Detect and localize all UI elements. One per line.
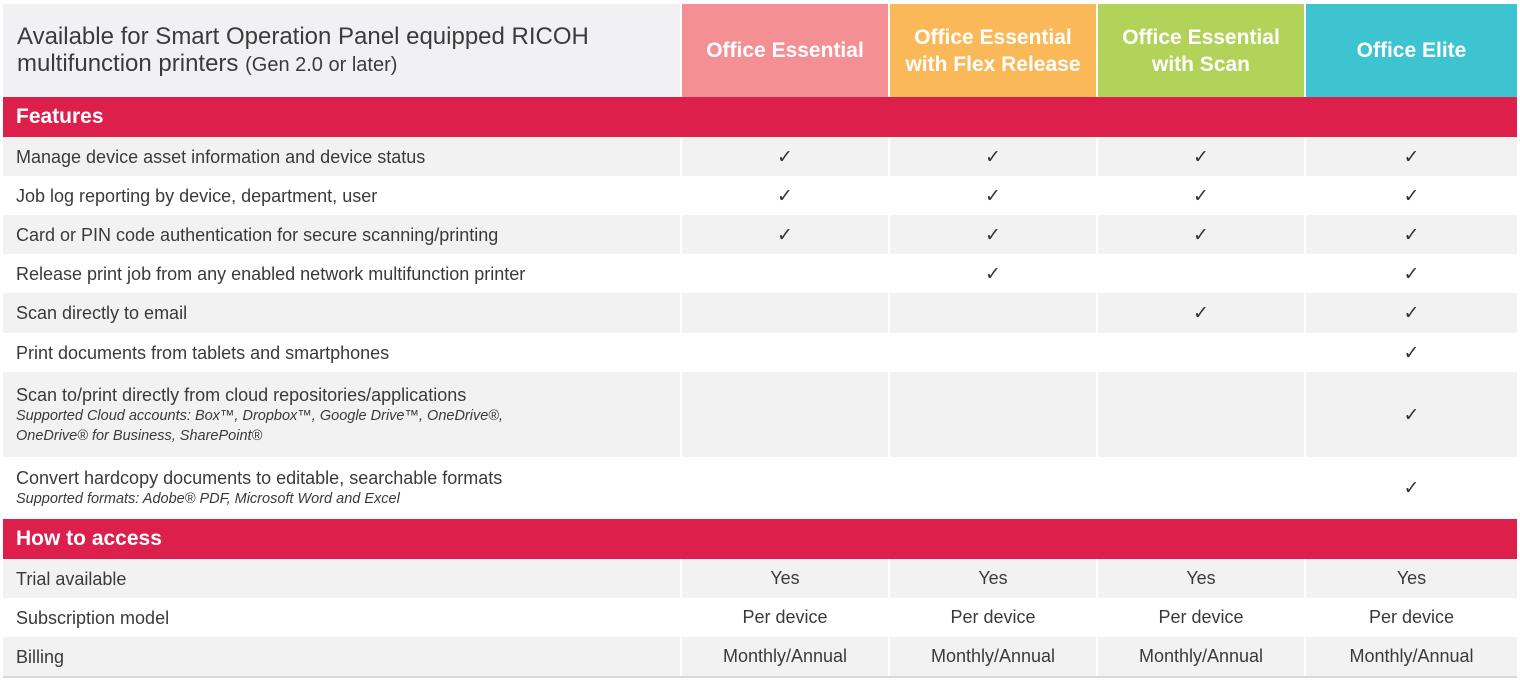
table-row [3,637,1517,676]
cell-value: Yes [770,568,800,588]
row-label: Job log reporting by device, department, user [16,185,378,206]
title-line2-note: (Gen 2.0 or later) [245,53,398,76]
table-row [3,137,1517,176]
cell-value: Yes [1396,568,1427,588]
column-header-label: Office Essential [914,25,1072,49]
check-icon: ✓ [985,223,1001,246]
table-title [3,4,682,97]
row-note: Supported formats: Adobe® PDF, Microsoft Word and Excel [16,491,400,507]
column-header-office-essential-scan [1098,4,1306,97]
check-icon: ✓ [1403,302,1420,324]
column-header-office-elite [1306,4,1517,97]
row-label: Subscription model [16,607,170,628]
table-row [3,293,1517,333]
check-icon: ✓ [1403,145,1420,168]
check-icon: ✓ [777,184,793,207]
row-label: Manage device asset information and device status [16,146,426,167]
title-line2: multifunction printers [17,49,239,77]
check-icon: ✓ [1403,223,1420,246]
cell-value: Monthly/Annual [930,646,1056,666]
column-header-office-essential [682,4,890,97]
table-row [3,457,1517,519]
column-header-label: Office Elite [1356,39,1467,62]
table-header [3,4,1517,97]
check-icon: ✓ [1403,477,1420,499]
cell-value: Monthly/Annual [1138,646,1264,666]
table-row [3,176,1517,215]
cell-value: Per device [1368,607,1455,627]
check-icon: ✓ [1403,184,1420,207]
check-icon: ✓ [777,145,793,168]
table-row [3,254,1517,293]
table-row [3,215,1517,254]
column-header-sublabel: with Flex Release [905,52,1081,76]
cell-value: Monthly/Annual [722,646,848,666]
section-title: How to access [16,527,162,550]
row-label: Card or PIN code authentication for secure scanning/printing [16,224,499,245]
cell-value: Yes [1186,568,1216,588]
check-icon: ✓ [1193,302,1209,324]
check-icon: ✓ [985,262,1001,285]
row-note: Supported Cloud accounts: Box™, Dropbox™, Google Drive™, OneDrive®, [16,407,503,424]
row-label: Scan to/print directly from cloud repositories/applications [16,384,467,405]
row-label: Trial available [16,568,127,589]
cell-value: Yes [978,568,1008,588]
table-row [3,598,1517,637]
row-label: Convert hardcopy documents to editable, searchable formats [16,468,503,488]
section-how-to-access [3,519,1517,559]
section-features [3,97,1517,137]
table-row [3,559,1517,598]
row-label: Release print job from any enabled network multifunction printer [16,263,526,284]
check-icon: ✓ [1193,184,1209,207]
cell-value: Per device [742,607,828,627]
column-header-sublabel: with Scan [1151,52,1251,76]
table-bottom-divider [3,676,1517,678]
row-note: OneDrive® for Business, SharePoint® [16,427,263,444]
table-row [3,333,1517,372]
title-line1: Available for Smart Operation Panel equipped RICOH [17,22,589,50]
column-header-label: Office Essential [1122,25,1280,49]
comparison-table [3,4,1517,677]
check-icon: ✓ [985,145,1001,168]
section-title: Features [16,105,104,128]
check-icon: ✓ [1403,403,1420,426]
row-label: Billing [16,646,65,667]
check-icon: ✓ [777,223,793,246]
row-label: Print documents from tablets and smartphones [16,342,390,363]
cell-value: Per device [1158,607,1244,627]
check-icon: ✓ [1193,223,1209,246]
check-icon: ✓ [985,184,1001,207]
check-icon: ✓ [1403,341,1420,364]
column-header-label: Office Essential [706,39,864,62]
table-row [3,372,1517,457]
column-header-office-essential-flex-release [890,4,1098,97]
check-icon: ✓ [1193,145,1209,168]
check-icon: ✓ [1403,262,1420,285]
row-label: Scan directly to email [16,303,188,323]
cell-value: Monthly/Annual [1349,646,1474,666]
cell-value: Per device [950,607,1036,627]
